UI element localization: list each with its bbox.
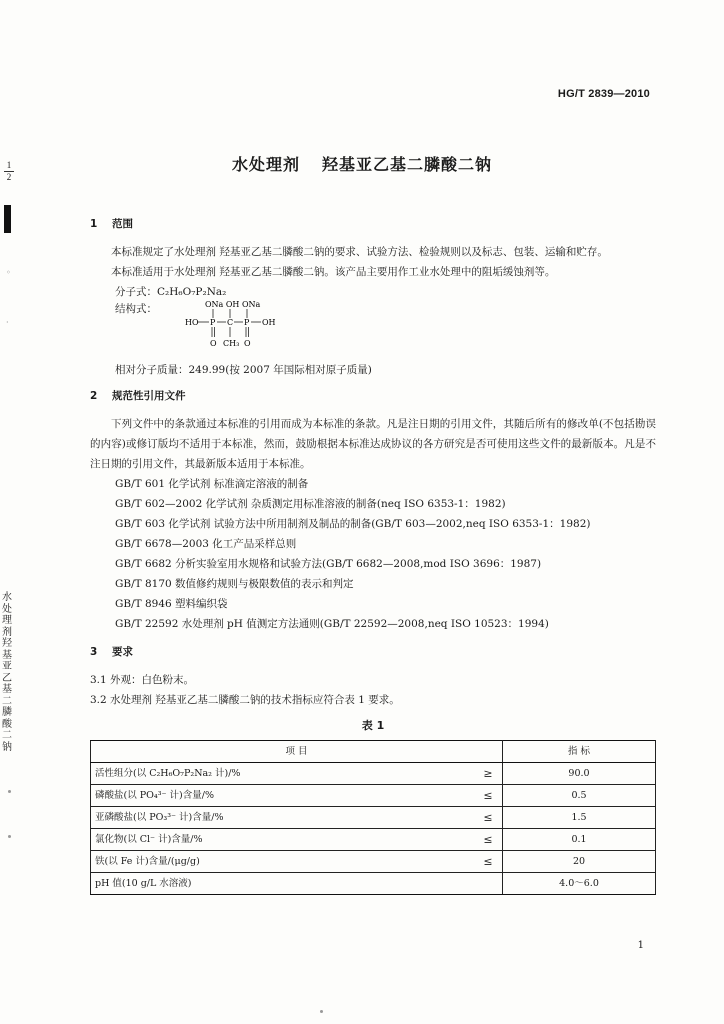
section-title: 范围: [112, 218, 133, 230]
row-item: 氯化物(以 Cl⁻ 计)含量/%: [91, 829, 475, 851]
row-item: 铁(以 Fe 计)含量/(μg/g): [91, 851, 475, 873]
struct-oh: OH: [262, 318, 276, 327]
structure-diagram: [155, 298, 285, 360]
section-number: 2: [90, 390, 98, 402]
title-part2: 羟基亚乙基二膦酸二钠: [322, 155, 493, 174]
struct-o-left: O: [210, 339, 217, 348]
row-operator: [474, 873, 503, 895]
requirement-3-2: 3.2 水处理剂 羟基亚乙基二膦酸二钠的技术指标应符合表 1 要求。: [90, 694, 400, 706]
row-item: pH 值(10 g/L 水溶液): [91, 873, 475, 895]
row-value: 1.5: [503, 807, 656, 829]
struct-ho: HO: [185, 318, 199, 327]
scope-paragraph-2: 本标准适用于水处理剂 羟基亚乙基二膦酸二钠。该产品主要用作工业水处理中的阻垢缓蚀剂等。: [111, 266, 556, 278]
bottom-speck: [320, 1010, 323, 1013]
side-fraction-bottom: 2: [4, 171, 14, 183]
section-heading-scope: [90, 212, 656, 236]
reference-item: GB/T 601 化学试剂 标准滴定溶液的制备: [115, 478, 309, 490]
table-header-row: [91, 741, 656, 763]
table-row: [91, 873, 656, 895]
row-value: 90.0: [503, 763, 656, 785]
struct-p-left: P: [210, 318, 216, 327]
section-heading-normative: [90, 384, 656, 408]
row-operator: ≤: [474, 851, 503, 873]
formula-value: C₂H₆O₇P₂Na₂: [157, 286, 227, 298]
scope-paragraph-1: 本标准规定了水处理剂 羟基亚乙基二膦酸二钠的要求、试验方法、检验规则以及标志、包装、运输和贮存。: [111, 246, 608, 258]
reference-item: GB/T 6682 分析实验室用水规格和试验方法(GB/T 6682—2008,mod ISO 3696：1987): [115, 558, 542, 570]
table-row: [91, 807, 656, 829]
row-value: 0.5: [503, 785, 656, 807]
row-value: 20: [503, 851, 656, 873]
row-item: 磷酸盐(以 PO₄³⁻ 计)含量/%: [91, 785, 475, 807]
standard-code: HG/T 2839—2010: [557, 88, 650, 100]
side-fraction-top: 1: [6, 160, 12, 170]
title-part1: 水处理剂: [231, 155, 300, 174]
row-operator: ≤: [474, 807, 503, 829]
side-dot: [8, 835, 11, 838]
page-title: [0, 152, 724, 175]
row-operator: ≥: [474, 763, 503, 785]
structural-formula: [115, 302, 656, 360]
header-item: 项 目: [91, 741, 503, 763]
section-number: 1: [90, 218, 98, 230]
table-row: [91, 785, 656, 807]
table-title: 表 1: [361, 719, 385, 732]
section-title: 要求: [112, 646, 133, 658]
row-item: 亚磷酸盐(以 PO₃³⁻ 计)含量/%: [91, 807, 475, 829]
side-dot-mark: ◦: [6, 268, 11, 277]
formula-label: 分子式：: [115, 286, 157, 298]
table-row: [91, 851, 656, 873]
side-black-bar: [4, 205, 11, 233]
document-body: [90, 212, 656, 895]
row-item: 活性组分(以 C₂H₆O₇P₂Na₂ 计)/%: [91, 763, 475, 785]
row-operator: ≤: [474, 829, 503, 851]
reference-item: GB/T 602—2002 化学试剂 杂质测定用标准溶液的制备(neq ISO 6353-1：1982): [115, 498, 506, 510]
struct-p-right: P: [244, 318, 250, 327]
page-number: 1: [637, 940, 644, 951]
requirement-3-1: 3.1 外观：白色粉末。: [90, 674, 195, 686]
side-vertical-title: 水处理剂 羟基亚乙基二膦酸二钠: [2, 592, 12, 753]
reference-item: GB/T 6678—2003 化工产品采样总则: [115, 538, 297, 550]
struct-c: C: [227, 318, 234, 327]
table-row: [91, 829, 656, 851]
section-title: 规范性引用文件: [112, 390, 186, 402]
header-value: 指 标: [503, 741, 656, 763]
struct-o-right: O: [244, 339, 251, 348]
reference-item: GB/T 22592 水处理剂 pH 值测定方法通则(GB/T 22592—2008,neq ISO 10523：1994): [115, 618, 549, 630]
row-value: 0.1: [503, 829, 656, 851]
reference-item: GB/T 603 化学试剂 试验方法中所用制剂及制品的制备(GB/T 603—2002,neq ISO 6353-1：1982): [115, 518, 591, 530]
molecular-mass: 相对分子质量：249.99(按 2007 年国际相对原子质量): [115, 364, 372, 376]
structure-label: 结构式：: [115, 303, 157, 315]
normative-intro: 下列文件中的条款通过本标准的引用而成为本标准的条款。凡是注日期的引用文件，其随后所有的修改单(不包括勘误的内容)或修订版均不适用于本标准，然而，鼓励根据本标准达成协议的各方研究是否可使用这些文件的最新版本。凡是不注日期的引用文件，其最新版本适用于本标准。: [90, 418, 656, 470]
section-heading-requirements: [90, 640, 656, 664]
side-tick-mark: ·: [6, 318, 9, 327]
reference-item: GB/T 8170 数值修约规则与极限数值的表示和判定: [115, 578, 354, 590]
side-dot: [8, 790, 11, 793]
spec-table: [90, 740, 656, 895]
reference-item: GB/T 8946 塑料编织袋: [115, 598, 228, 610]
struct-ch3: CH₃: [223, 339, 240, 348]
struct-top-groups: ONa OH ONa: [205, 300, 261, 309]
row-operator: ≤: [474, 785, 503, 807]
section-number: 3: [90, 646, 98, 658]
table-row: [91, 763, 656, 785]
row-value: 4.0～6.0: [503, 873, 656, 895]
